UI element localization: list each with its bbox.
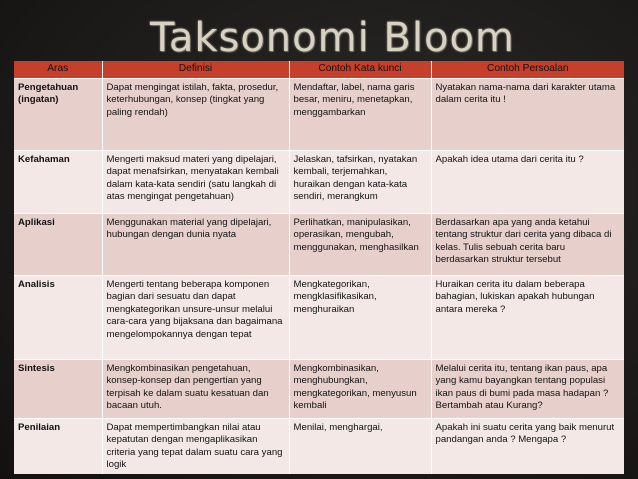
- cell-aras: Aplikasi: [14, 214, 102, 276]
- table-header-row: [14, 61, 624, 79]
- table-row: [14, 276, 624, 360]
- header-aras: Aras: [14, 61, 102, 79]
- cell-definisi: Menggunakan material yang dipelajari, hubungan dengan dunia nyata: [102, 214, 289, 276]
- slide-title: Taksonomi Bloom: [150, 15, 515, 61]
- cell-kata-kunci: Mengkategorikan, mengklasifikasikan, menghuraikan: [289, 276, 431, 360]
- cell-persoalan: Nyatakan nama-nama dari karakter utama dalam cerita itu !: [431, 79, 624, 151]
- cell-kata-kunci: Mengkombinasikan, menghubungkan, mengkategorikan, menyusun kembali: [289, 360, 431, 419]
- cell-persoalan: Berdasarkan apa yang anda ketahui tentang struktur dari cerita yang dibaca di kelas. Tulis sebuah cerita baru berdasarkan struktur tersebut: [431, 214, 624, 276]
- table-row: [14, 214, 624, 276]
- cell-kata-kunci: Perlihatkan, manipulasikan, operasikan, mengubah, menggunakan, menghasilkan: [289, 214, 431, 276]
- cell-definisi: Mengerti tentang beberapa komponen bagian dari sesuatu dan dapat mengkategorikan unsure-unsur melalui cara-cara yang bijaksana dan bagaimana mengelompokannya dengan tepat: [102, 276, 289, 360]
- header-kata-kunci: Contoh Kata kunci: [289, 61, 431, 79]
- cell-definisi: Dapat mempertimbangkan nilai atau kepatutan dengan mengaplikasikan criteria yang tepat dalam suatu cara yang logik: [102, 419, 289, 475]
- header-persoalan: Contoh Persoalan: [431, 61, 624, 79]
- cell-aras: Analisis: [14, 276, 102, 360]
- cell-kata-kunci: Mendaftar, label, nama garis besar, meniru, menetapkan, menggambarkan: [289, 79, 431, 151]
- cell-kata-kunci: Menilai, menghargai,: [289, 419, 431, 475]
- table-row: [14, 360, 624, 419]
- bloom-taxonomy-table: [14, 61, 624, 474]
- cell-persoalan: Apakah idea utama dari cerita itu ?: [431, 151, 624, 214]
- cell-definisi: Dapat mengingat istilah, fakta, prosedur, keterhubungan, konsep (tingkat yang paling rendah): [102, 79, 289, 151]
- table-row: [14, 419, 624, 475]
- cell-kata-kunci: Jelaskan, tafsirkan, nyatakan kembali, terjemahkan, huraikan dengan kata-kata sendiri, merangkum: [289, 151, 431, 214]
- cell-aras: Pengetahuan (ingatan): [14, 79, 102, 151]
- cell-aras: Sintesis: [14, 360, 102, 419]
- cell-persoalan: Melalui cerita itu, tentang ikan paus, apa yang kamu bayangkan tentang populasi ikan paus di bumi pada masa hadapan ? Bertambah atau Kurang?: [431, 360, 624, 419]
- header-definisi: Definisi: [102, 61, 289, 79]
- cell-aras: Kefahaman: [14, 151, 102, 214]
- cell-persoalan: Huraikan cerita itu dalam beberapa bahagian, lukiskan apakah hubungan antara mereka ?: [431, 276, 624, 360]
- table-row: [14, 79, 624, 151]
- cell-aras: Penilaian: [14, 419, 102, 475]
- table-row: [14, 151, 624, 214]
- cell-definisi: Mengerti maksud materi yang dipelajari, dapat menafsirkan, menyatakan kembali dalam kata-kata sendiri (satu langkah di atas mengingat pengetahuan): [102, 151, 289, 214]
- cell-persoalan: Apakah ini suatu cerita yang baik menurut pandangan anda ? Mengapa ?: [431, 419, 624, 475]
- cell-definisi: Mengkombinasikan pengetahuan, konsep-konsep dan pengertian yang terpisah ke dalam suatu kesatuan dan bacaan utuh.: [102, 360, 289, 419]
